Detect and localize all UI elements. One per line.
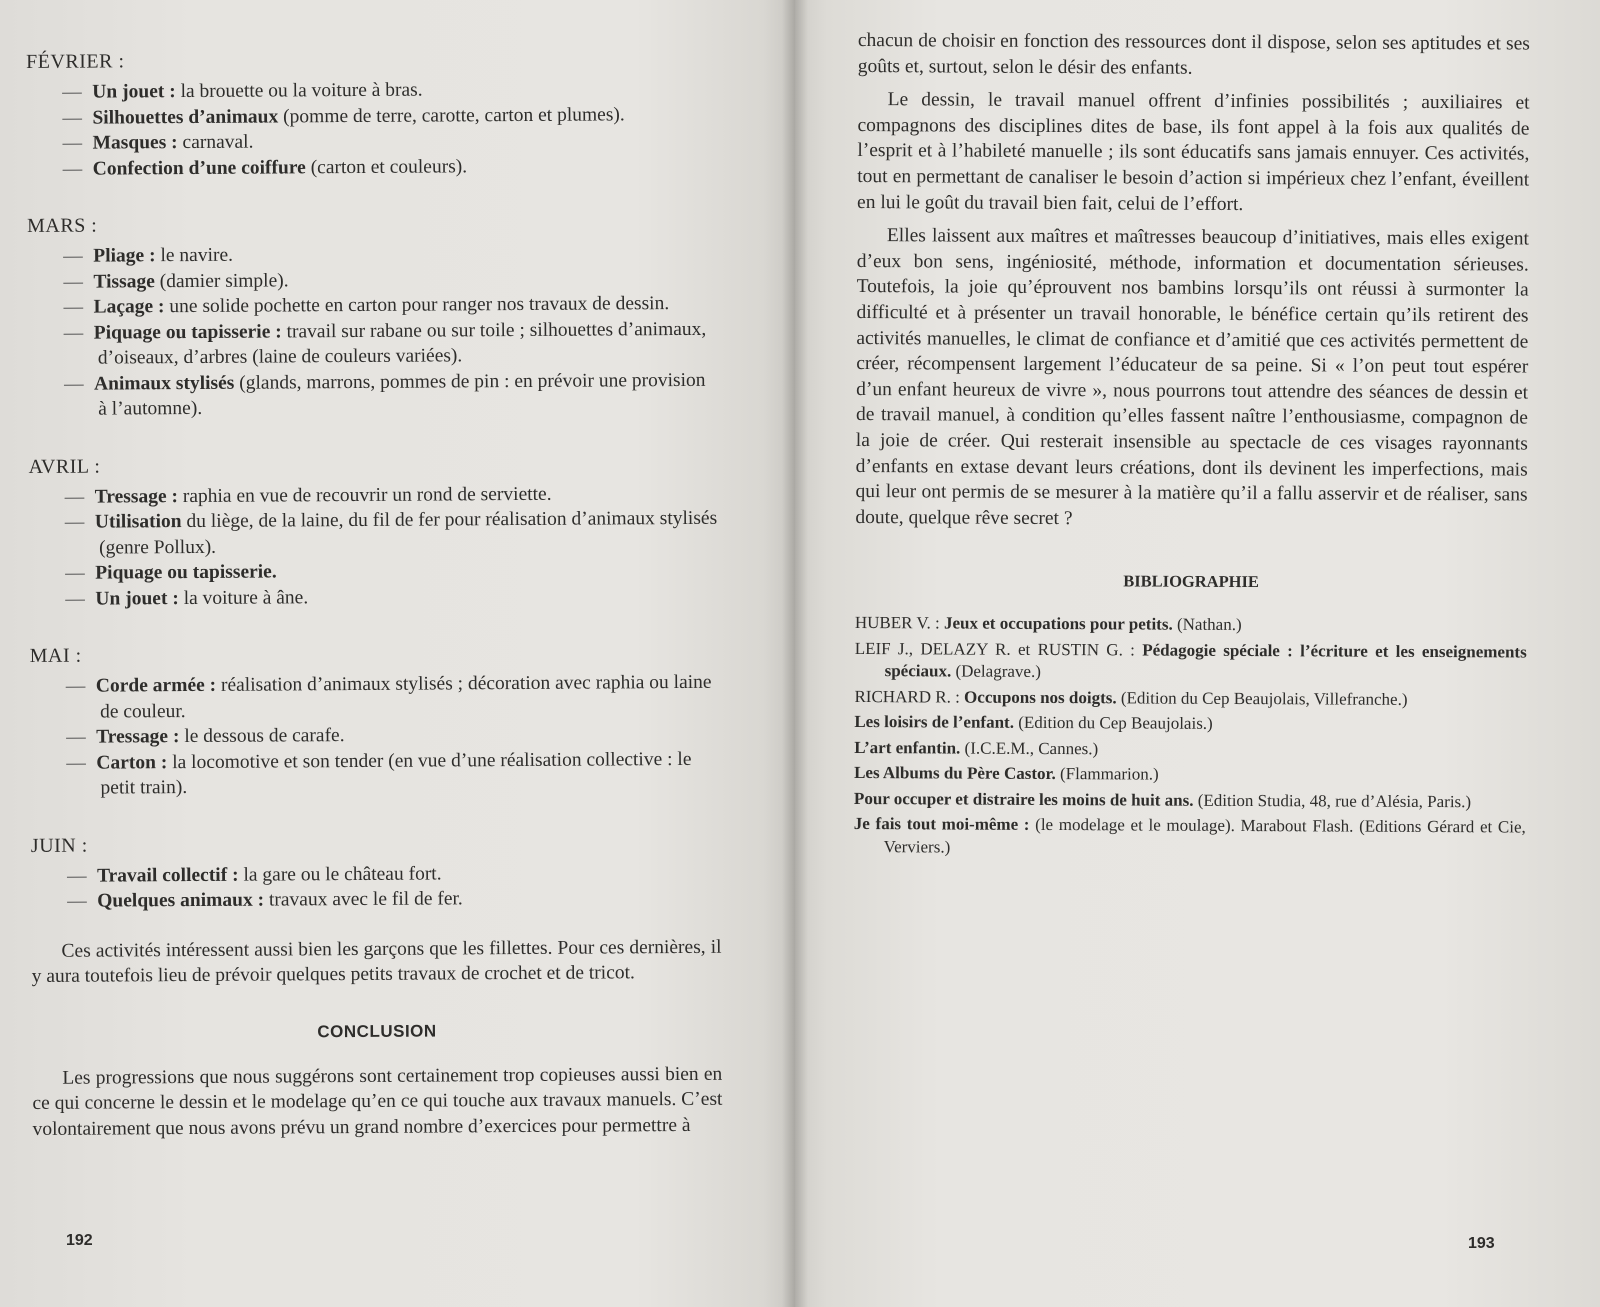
bibliography-entry (854, 711, 1526, 737)
dash-bullet: — (62, 81, 82, 103)
bib-author: HUBER V. : (854, 613, 940, 633)
month-heading: MARS : (27, 214, 98, 237)
activity-term: Pliage : (93, 245, 156, 267)
activity-item (31, 885, 721, 915)
dash-bullet: — (63, 271, 83, 293)
bibliography-heading: BIBLIOGRAPHIE (1123, 571, 1259, 592)
month-section (31, 827, 721, 914)
activity-description: (pomme de terre, carotte, carton et plumes). (278, 103, 625, 127)
month-section (28, 448, 719, 612)
activity-item (28, 291, 718, 321)
activity-term: Carton : (96, 751, 168, 774)
bibliography-entry (855, 638, 1527, 687)
bibliography-entry (854, 788, 1526, 814)
conclusion-heading: CONCLUSION (317, 1021, 437, 1041)
activity-description: carnaval. (177, 131, 254, 154)
activity-description: la voiture à âne. (178, 586, 309, 609)
right-column (854, 28, 1530, 865)
bib-publisher: (Edition Studia, 48, rue d’Alésia, Paris.) (1193, 790, 1472, 812)
dash-bullet: — (66, 726, 86, 748)
activity-term: Tissage (93, 270, 155, 293)
activity-item (26, 101, 716, 131)
bib-title: Jeux et occupations pour petits. (939, 613, 1173, 634)
page-number-left: 192 (66, 1232, 93, 1249)
dash-bullet: — (65, 588, 85, 610)
activity-term: Masques : (92, 132, 178, 154)
bibliography-entry (854, 762, 1526, 788)
dash-bullet: — (63, 373, 84, 395)
bib-title: L’art enfantin. (854, 737, 961, 758)
activity-description: la gare ou le château fort. (238, 862, 442, 886)
dash-bullet: — (63, 245, 83, 267)
activity-description: réalisation d’animaux stylisés ; décoration avec raphia ou laine de couleur. (99, 671, 712, 723)
activity-term: Un jouet : (92, 81, 176, 103)
month-heading: JUIN : (30, 834, 88, 857)
bib-publisher: (Edition du Cep Beaujolais.) (1013, 713, 1213, 734)
activity-item (28, 367, 718, 422)
dash-bullet: — (63, 296, 84, 318)
activity-list (31, 859, 721, 914)
bib-title: Les loisirs de l’enfant. (854, 712, 1015, 733)
activity-term: Laçage : (93, 296, 165, 318)
activity-description: (damier simple). (154, 269, 289, 292)
bib-title: Pédagogie spéciale : l’écriture et les enseignements spéciaux. (884, 640, 1527, 681)
bib-author: RICHARD R. : (854, 686, 960, 707)
activity-item (29, 582, 719, 612)
dash-bullet: — (63, 322, 84, 344)
dash-bullet: — (64, 486, 85, 508)
activity-item (30, 670, 720, 725)
dash-bullet: — (66, 752, 86, 774)
paragraph-3: Elles laissent aux maîtres et maîtresses beaucoup d’initiatives, mais elles exigent d’eux bon sens, ingéniosité, méthode, information et documentation sérieuses. Toutefois, la joie qu’éprouvent nos bambins lorsqu’ils ont réussi à surmonter la difficulté et à présenter un travail honorable, le bénéfice certain qu’ils retirent des activités manuelles, le climat de confiance et d’amitié que ces activités permettent de créer, récompensent largement l’éducateur de sa peine. Si « l’on peut tout espérer d’un enfant heureux de vivre », nous pourrons tout attendre des séances de dessin et de travail manuel, à condition qu’elles fassent naître l’enthousiasme, compagnon de la joie de créer. Qui resterait insensible au spectacle de ces visages rayonnants d’enfants en extase devant leurs créations, dont ils devinent les imperfections, mais qui leur ont permis de se mesurer à la matière qu’il a fallu asservir et de réaliser, sans doute, quelque rêve secret ? (855, 225, 1529, 529)
activity-item (28, 316, 718, 371)
activity-description: (glands, marrons, pommes de pin : en prévoir une provision à l’automne). (98, 369, 706, 420)
activity-term: Piquage ou tapisserie. (95, 561, 277, 584)
dash-bullet: — (62, 107, 82, 129)
dash-bullet: — (66, 865, 87, 887)
bib-publisher: (Delagrave.) (951, 661, 1041, 682)
month-heading: AVRIL : (28, 455, 101, 478)
bib-publisher: (I.C.E.M., Cannes.) (960, 738, 1099, 759)
activity-item (27, 152, 717, 182)
bib-title: Les Albums du Père Castor. (854, 763, 1056, 784)
activity-description: travaux avec le fil de fer. (264, 888, 463, 911)
paragraph-2: Le dessin, le travail manuel offrent d’infinies possibilités ; auxiliaires et compagnons des disciplines dites de base, ils font appel à la fois aux qualités de l’esprit et à l’habileté manuelle ; ils sont éducatifs sans jamais ennuyer. Ces activités, tout en permettant de canaliser le besoin d’action si impérieux chez l’enfant, éveillent en lui le goût du travail bien fait, celui de l’effort. (857, 89, 1530, 215)
activity-term: Tressage : (96, 726, 180, 748)
dash-bullet: — (62, 132, 83, 154)
bib-author: LEIF J., DELAZY R. et RUSTIN G. : (854, 638, 1135, 660)
activity-description: du liège, de la laine, du fil de fer pour réalisation d’animaux stylisés (genre Pollux). (98, 507, 718, 559)
left-column (26, 44, 723, 1143)
month-section (30, 638, 721, 802)
activity-description: (carton et couleurs). (305, 155, 468, 178)
activity-description: raphia en vue de recouvrir un rond de serviette. (177, 483, 552, 507)
bibliography-entry (855, 612, 1527, 638)
bib-title: Je fais tout moi-même : (853, 814, 1030, 835)
bibliography-entry (854, 813, 1526, 862)
activity-list (30, 670, 721, 802)
activity-description: la locomotive et son tender (en vue d’une réalisation collective : le petit train). (100, 748, 692, 799)
activity-description: le navire. (155, 244, 234, 267)
activity-term: Quelques animaux : (97, 889, 265, 912)
dash-bullet: — (62, 158, 83, 180)
closing-paragraph: Ces activités intéressent aussi bien les garçons que les fillettes. Pour ces dernières, il y aura toutefois lieu de prévoir quelques petits travaux de crochet et de tricot. (31, 936, 722, 988)
activity-description: travail sur rabane ou sur toile ; silhouettes d’animaux, d’oiseaux, d’arbres (laine de couleurs variées). (97, 318, 707, 369)
bib-publisher: (Nathan.) (1172, 614, 1242, 635)
activity-list (29, 480, 720, 612)
month-heading: MAI : (29, 644, 82, 667)
activity-description: la brouette ou la voiture à bras. (175, 79, 423, 103)
activity-term: Corde armée : (95, 674, 217, 697)
conclusion-paragraph: Les progressions que nous suggérons sont certainement trop copieuses aussi bien en ce qui concerne le dessin et le modelage qu’en ce qui touche aux travaux manuels. C’est volontairement que nous avons prévu un grand nombre d’exercices pour permettre à (32, 1063, 723, 1140)
activity-term: Utilisation (94, 511, 182, 533)
bibliography-list (854, 612, 1527, 862)
activity-item (30, 746, 720, 801)
dash-bullet: — (65, 675, 86, 697)
activity-list (26, 76, 717, 182)
bib-publisher: (le modelage et le moulage). Marabout Flash. (Editions Gérard et Cie, Verviers.) (883, 815, 1526, 857)
page-number-right: 193 (1468, 1235, 1495, 1252)
activity-term: Travail collectif : (96, 864, 239, 887)
paragraph-1: chacun de choisir en fonction des ressources dont il dispose, selon ses aptitudes et ses goûts et, surtout, selon le désir des enfants. (857, 29, 1530, 79)
book-gutter (782, 0, 808, 1307)
bib-publisher: (Edition du Cep Beaujolais, Villefranche.) (1116, 688, 1408, 709)
bibliography-entry (854, 686, 1526, 712)
dash-bullet: — (64, 511, 85, 533)
left-page (0, 0, 795, 1307)
activity-term: Un jouet : (95, 587, 179, 610)
activity-term: Silhouettes d’animaux (92, 105, 279, 129)
month-section (26, 44, 717, 182)
activity-term: Confection d’une coiffure (92, 156, 306, 180)
activity-term: Animaux stylisés (93, 372, 235, 395)
activity-description: une solide pochette en carton pour ranger nos travaux de dessin. (164, 293, 670, 318)
bib-title: Pour occuper et distraire les moins de huit ans. (853, 788, 1194, 810)
activity-item (29, 506, 719, 561)
activity-term: Tressage : (94, 485, 179, 508)
dash-bullet: — (67, 890, 87, 912)
month-section (27, 208, 718, 423)
month-list (26, 44, 721, 915)
bib-title: Occupons nos doigts. (959, 687, 1117, 708)
activity-term: Piquage ou tapisserie : (93, 320, 282, 344)
dash-bullet: — (65, 562, 85, 584)
bibliography-entry (854, 737, 1526, 763)
activity-list (27, 240, 718, 423)
bib-publisher: (Flammarion.) (1055, 764, 1159, 784)
month-heading: FÉVRIER : (26, 50, 125, 73)
activity-description: le dessous de carafe. (179, 725, 345, 748)
